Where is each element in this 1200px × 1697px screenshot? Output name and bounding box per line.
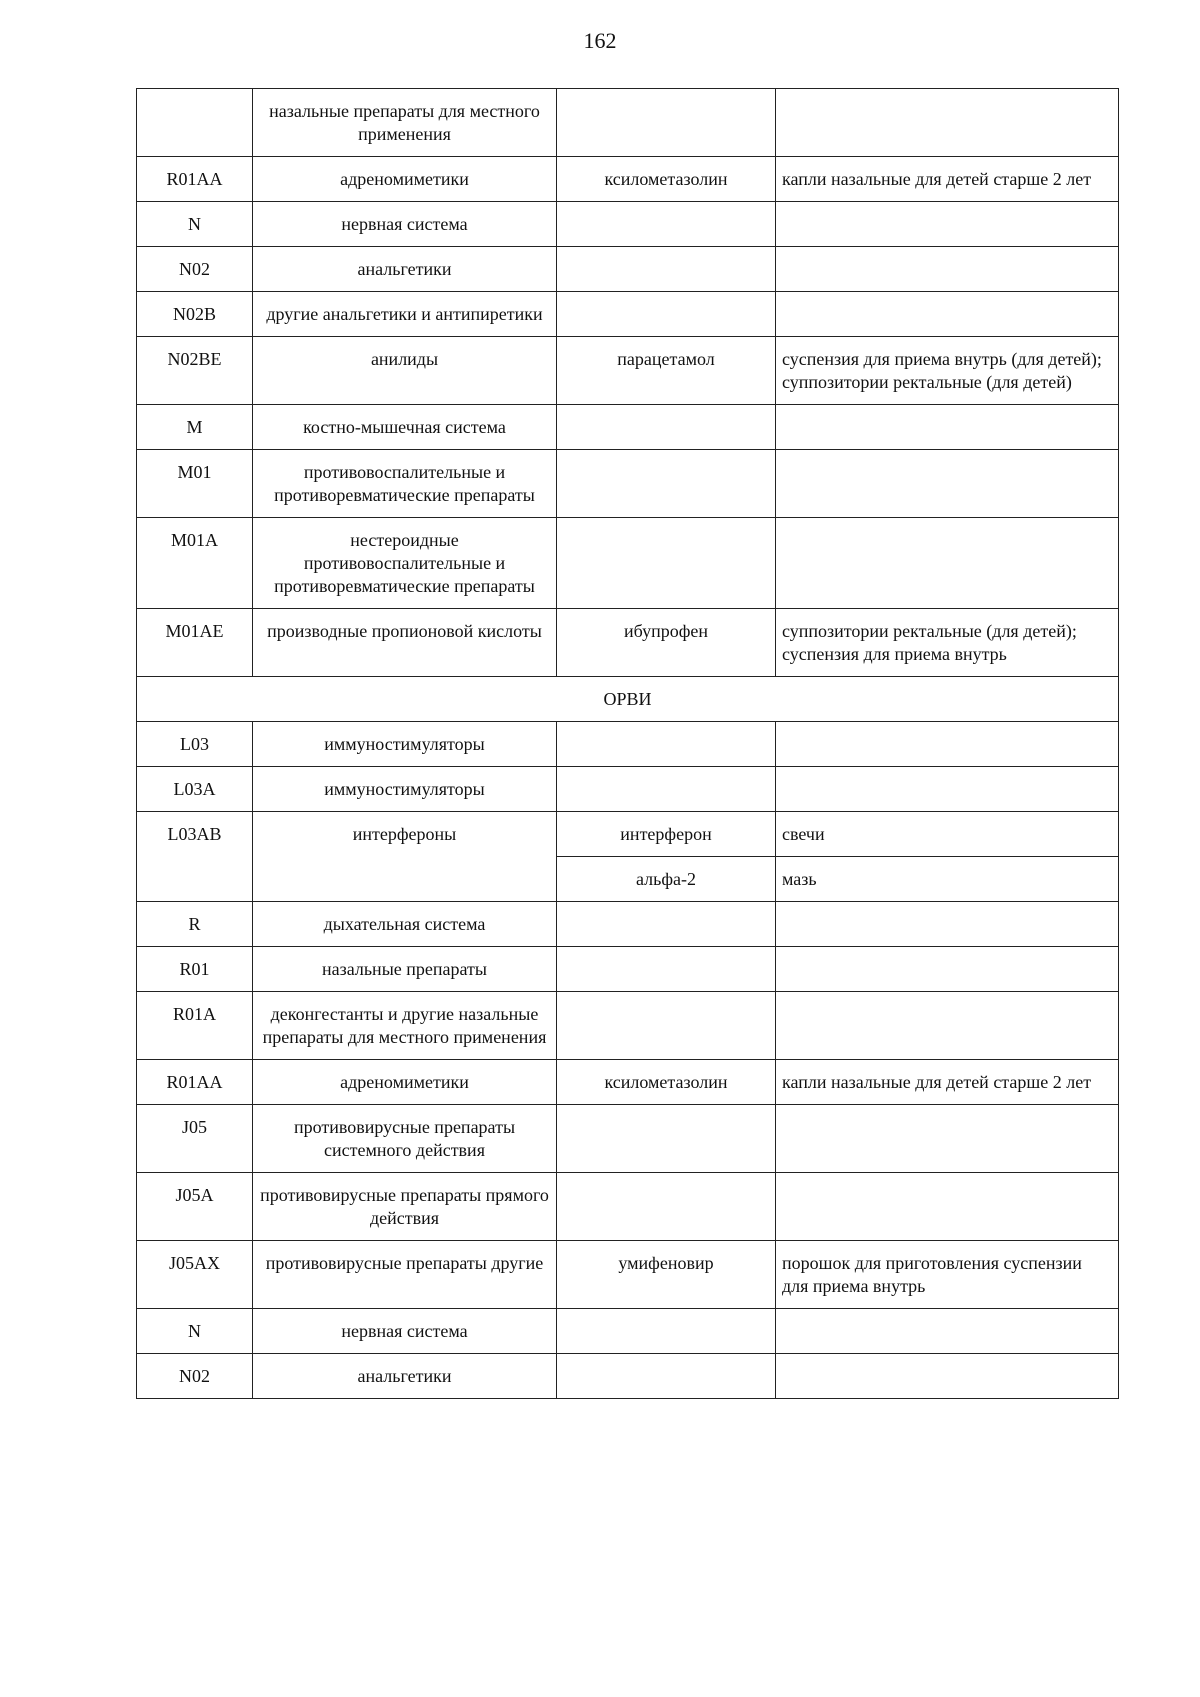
atc-code-cell: M [137, 405, 253, 450]
drug-name-cell [557, 405, 776, 450]
dosage-form-cell [776, 405, 1119, 450]
atc-group-cell: назальные препараты для местного применения [253, 89, 557, 157]
table-row [137, 1060, 1119, 1105]
atc-code-cell: R01AA [137, 157, 253, 202]
table-row [137, 722, 1119, 767]
atc-code-cell [137, 89, 253, 157]
drug-name-cell [557, 722, 776, 767]
atc-code-cell: L03 [137, 722, 253, 767]
table-row [137, 202, 1119, 247]
atc-group-cell: интерфероны [253, 812, 557, 902]
drug-name-cell [557, 292, 776, 337]
table-row [137, 1241, 1119, 1309]
drug-name-cell: ибупрофен [557, 609, 776, 677]
dosage-form-cell [776, 247, 1119, 292]
table-row [137, 450, 1119, 518]
drug-name-cell [557, 1309, 776, 1354]
atc-code-cell: N02BE [137, 337, 253, 405]
drug-name-cell [557, 947, 776, 992]
atc-code-cell: M01 [137, 450, 253, 518]
dosage-form-cell: суспензия для приема внутрь (для детей); суппозитории ректальные (для детей) [776, 337, 1119, 405]
table-row [137, 947, 1119, 992]
atc-code-cell: J05A [137, 1173, 253, 1241]
atc-group-cell: нервная система [253, 202, 557, 247]
drug-name-cell [557, 767, 776, 812]
drug-name-cell [557, 202, 776, 247]
table-row [137, 609, 1119, 677]
drug-name-cell: умифеновир [557, 1241, 776, 1309]
dosage-form-cell: порошок для приготовления суспензии для приема внутрь [776, 1241, 1119, 1309]
drug-name-cell [557, 992, 776, 1060]
table-row [137, 1309, 1119, 1354]
dosage-form-cell [776, 1105, 1119, 1173]
atc-group-cell: противовирусные препараты другие [253, 1241, 557, 1309]
atc-group-cell: костно-мышечная система [253, 405, 557, 450]
atc-group-cell: деконгестанты и другие назальные препараты для местного применения [253, 992, 557, 1060]
atc-code-cell: R01AA [137, 1060, 253, 1105]
atc-group-cell: другие анальгетики и антипиретики [253, 292, 557, 337]
atc-group-cell: противовирусные препараты прямого действия [253, 1173, 557, 1241]
atc-code-cell: R01 [137, 947, 253, 992]
table-row [137, 992, 1119, 1060]
atc-group-cell: иммуностимуляторы [253, 722, 557, 767]
dosage-form-cell: капли назальные для детей старше 2 лет [776, 1060, 1119, 1105]
drug-name-cell [557, 89, 776, 157]
atc-group-cell: адреномиметики [253, 1060, 557, 1105]
table-row [137, 292, 1119, 337]
drug-name-cell [557, 518, 776, 609]
atc-code-cell: M01AE [137, 609, 253, 677]
dosage-form-cell [776, 518, 1119, 609]
drug-name-cell: альфа-2 [557, 857, 776, 902]
drug-name-cell: парацетамол [557, 337, 776, 405]
atc-code-cell: L03A [137, 767, 253, 812]
table-row [137, 812, 1119, 857]
atc-group-cell: производные пропионовой кислоты [253, 609, 557, 677]
drug-name-cell [557, 247, 776, 292]
dosage-form-cell [776, 292, 1119, 337]
dosage-form-cell: суппозитории ректальные (для детей); суспензия для приема внутрь [776, 609, 1119, 677]
atc-code-cell: N [137, 202, 253, 247]
atc-code-cell: R [137, 902, 253, 947]
table-row [137, 1354, 1119, 1399]
drug-name-cell [557, 902, 776, 947]
page-number: 162 [583, 28, 617, 53]
dosage-form-cell: капли назальные для детей старше 2 лет [776, 157, 1119, 202]
atc-code-cell: J05AX [137, 1241, 253, 1309]
atc-group-cell: анилиды [253, 337, 557, 405]
dosage-form-cell [776, 1354, 1119, 1399]
drug-name-cell [557, 1105, 776, 1173]
atc-group-cell: противовоспалительные и противоревматические препараты [253, 450, 557, 518]
dosage-form-cell: свечи [776, 812, 1119, 857]
atc-drug-table [136, 88, 1119, 1399]
dosage-form-cell [776, 947, 1119, 992]
table-row [137, 1173, 1119, 1241]
dosage-form-cell [776, 902, 1119, 947]
atc-group-cell: нестероидные противовоспалительные и противоревматические препараты [253, 518, 557, 609]
atc-group-cell: иммуностимуляторы [253, 767, 557, 812]
atc-group-cell: нервная система [253, 1309, 557, 1354]
dosage-form-cell [776, 202, 1119, 247]
atc-code-cell: N02 [137, 1354, 253, 1399]
table-row [137, 518, 1119, 609]
dosage-form-cell [776, 89, 1119, 157]
dosage-form-cell [776, 1173, 1119, 1241]
atc-code-cell: M01A [137, 518, 253, 609]
drug-name-cell: ксилометазолин [557, 1060, 776, 1105]
atc-group-cell: адреномиметики [253, 157, 557, 202]
drug-name-cell [557, 1173, 776, 1241]
section-title: ОРВИ [137, 677, 1119, 722]
atc-code-cell: N02 [137, 247, 253, 292]
dosage-form-cell [776, 722, 1119, 767]
dosage-form-cell [776, 1309, 1119, 1354]
dosage-form-cell [776, 992, 1119, 1060]
table-row [137, 157, 1119, 202]
atc-code-cell: N [137, 1309, 253, 1354]
drug-name-cell [557, 1354, 776, 1399]
dosage-form-cell [776, 450, 1119, 518]
table-row [137, 247, 1119, 292]
atc-code-cell: R01A [137, 992, 253, 1060]
atc-group-cell: анальгетики [253, 1354, 557, 1399]
table-row [137, 337, 1119, 405]
drug-name-cell: интерферон [557, 812, 776, 857]
atc-code-cell: J05 [137, 1105, 253, 1173]
atc-group-cell: анальгетики [253, 247, 557, 292]
table-row [137, 902, 1119, 947]
dosage-form-cell: мазь [776, 857, 1119, 902]
table-row [137, 1105, 1119, 1173]
section-header-row [137, 677, 1119, 722]
table-row [137, 89, 1119, 157]
atc-group-cell: противовирусные препараты системного действия [253, 1105, 557, 1173]
drug-name-cell: ксилометазолин [557, 157, 776, 202]
atc-code-cell: N02B [137, 292, 253, 337]
dosage-form-cell [776, 767, 1119, 812]
atc-code-cell: L03AB [137, 812, 253, 902]
table-row [137, 767, 1119, 812]
atc-group-cell: дыхательная система [253, 902, 557, 947]
drug-name-cell [557, 450, 776, 518]
atc-group-cell: назальные препараты [253, 947, 557, 992]
table-row [137, 405, 1119, 450]
